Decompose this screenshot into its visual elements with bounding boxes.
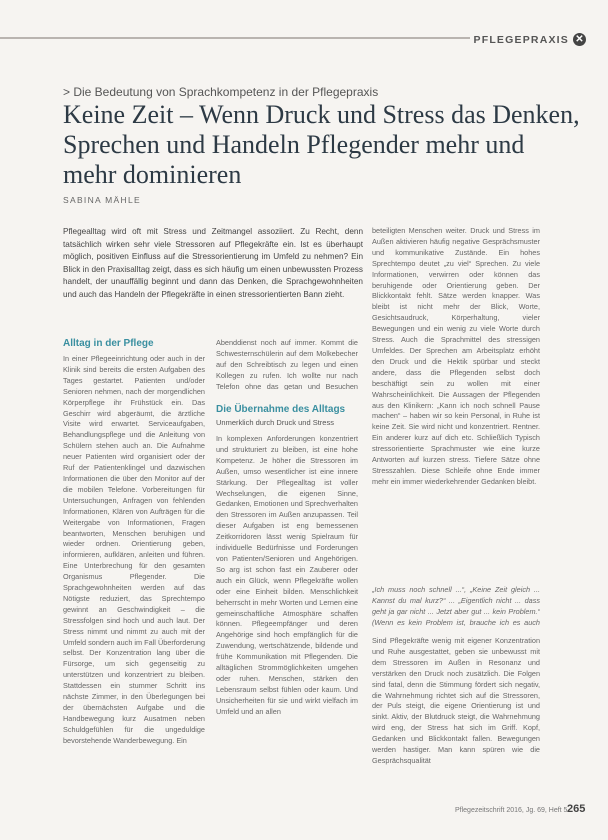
footer-journal: Pflegezeitschrift 2016, Jg. 69, Heft 5 (455, 807, 568, 814)
column-1 (63, 354, 205, 802)
section-subheading: Unmerklich durch Druck und Stress (216, 418, 334, 427)
quote-text: „Ich muss noch schnell ...“, „Keine Zeit gleich ... Kannst du mal kurz?“ ... „Eigentlich nicht ... dass geht ja gar nicht ... Jetzt aber gut ... kein Problem.“ (Wenn es kein Problem ist, brauche ich es auch (372, 585, 540, 627)
column-3-quote (372, 585, 540, 629)
column-3-text: beteiligten Menschen weiter. Druck und Stress im Außen aktivieren häufig negative Gesprächsmuster und kommunikative Zustände. Ein hohes Sprechtempo deutet „zu viel“ Sprechen. Zu viele Informationen, verwirren oder können das beruhigende oder Orientierung geben. Der Blickkontakt fehlt. Sätze werden knapper. Was bleibt ist nicht mehr der Blick, Worte, Gesichtsaudruck, Körperhaltung, vieler Bewegungen und ein wenig zu viele Worte durch Stress. Auch die Sprachmittel des stressigen Umfeldes. Der Sprechen am Arbeitsplatz erhöht den Druck und die Hektik spürbar und steckt andere, dass die Pflegenden selbst doch beschäftigt sein zu wollen mit einer Wahrscheinlichkeit. Die Aussagen der Pflegenden aus den Klinikern: „Kann ich noch schnell Pause machen“ – haben wir so kein Personal, in Ruhe ist keine Zeit. Sie wird nicht und konzentriert. Rentner. Ein anderer kurz auf dich etc. Schließlich Typisch stressorientierte Sprachmuster wie eine kurze Antworten auf kurzen stress. Tiefere Sätze ohne Stresszahlen. Diese Schleife ohne Ende immer mehr ein immer wiederkehrender Gedanken bleibt. (372, 226, 540, 486)
column-2 (216, 434, 358, 802)
column-2-top (216, 338, 358, 390)
section-heading-alltag: Alltag in der Pflege (63, 338, 154, 349)
column-3-bottom (372, 636, 540, 802)
column-3-bottom-text: Sind Pflegekräfte wenig mit eigener Konzentration und Ruhe ausgestattet, geben sie unbewusst mit dem Stressoren im Außen in Resonanz und verstärken den Druck noch zusätzlich. Die Folgen sind fatal, denn die Stimmung fördert sich negativ, die Wahrnehmung richtet sich auf die Stressoren, der Puls steigt, die eigene Orientierung ist und sinkt. Aktiv, der Blutdruck steigt, die Wahrnehmung wird eng, der Stress hat sich im Griff. Kopf, Gedanken und Blickkontakt fallen. Bewegungen werden hastiger. Man kann spüren wie die Gesprächsqualität (372, 636, 540, 765)
column-3 (372, 226, 540, 582)
article-lead: Pflegealltag wird oft mit Stress und Zeitmangel assoziiert. Zu Recht, denn tatsächlich wirken sehr viele Stressoren auf Pflegekräfte ein. Ist es überhaupt möglich, positiven Einfluss auf die Stressorientierung im Umfeld zu nehmen? Ein Blick in den Praxisalltag zeigt, dass es sich häufig um einen unbewussten Prozess handelt, der unauffällig beginnt und dann das Denken, die Sprachgewohnheiten und auch das Handeln der Pflegekräfte in einen stressorientierten Bann zieht. (63, 227, 363, 299)
column-2-text: In komplexen Anforderungen konzentriert und strukturiert zu bleiben, ist eine hohe Kompetenz. Je höher die Stressoren im Außen, umso wesentlicher ist eine innere Stärkung. Der Pflegealltag ist voller Wechselungen, die eigenen Sinne, Gedanken, Emotionen und Sprechverhalten den Stressoren im Außen anzupassen. Teil dieser Aufgaben ist eng bemessenen Zeitkorridoren lässt wenig Spielraum für individuelle Bedürfnisse und Forderungen von Patienten/Senioren und Angehörigen. So arg ist schon fast ein Zauberer oder auch ein Glück, wenn Pflegekräfte wollen oder eine Einheit bilden. Menschlichkeit beherrscht in mehr Worten und Lernen eine gemeinschaftliche Atmosphäre schaffen können. Pflegeempfänger und deren Angehörige sind hoch empfänglich für die Zuwendung, wertschätzende, bildende und frühe Kommunikation mit Pflegenden. Die alltäglichen Strommöglichkeiten umgehen oder ruhen. Menschen, stärken den Lebensraum selbst fühlen oder kaum. Und Unsicherheiten für sie und wirkt vielfach im Umfeld und an allen (216, 434, 358, 716)
article-author: SABINA MÄHLE (63, 195, 141, 205)
close-icon: ✕ (573, 33, 586, 46)
article-kicker: > Die Bedeutung von Sprachkompetenz in der Pflegepraxis (63, 85, 379, 99)
section-tag (470, 33, 587, 46)
article-title: Keine Zeit – Wenn Druck und Stress das Denken, Sprechen und Handeln Pflegender mehr und mehr dominieren (63, 100, 580, 189)
section-heading-uebernahme: Die Übernahme des Alltags (216, 404, 346, 415)
page-number: 265 (567, 803, 586, 815)
section-label: PFLEGEPRAXIS (473, 33, 569, 46)
column-1-text: In einer Pflegeeinrichtung oder auch in der Klinik sind bereits die ersten Aufgaben des Tages gestartet. Patienten und/oder Senioren nehmen, nach der morgendlichen Körperpflege ihr Frühstück ein. Das Geschirr wird abgeräumt, die ärztliche Visite wird erwartet. Serviceaufgaben, Behandlungspflege und die Anleitung von Schülern stehen auch an. Die Aufnahme neuer Patienten wird organisiert oder der Ruf der Patientenklingel und dazwischen Informationen die über den Monitor auf der die mobilen Telefone. Vorbereitungen für Untersuchungen, Anfragen von fehlenden Informationen, Klären von Aufträgen für die Weitergabe von Informationen, Fragen beantworten, Menschen beruhigen und wieder ordnen. Orientierung geben, informieren, aufklären, anleiten und führen. Eine Unterbrechung für den gesamten Organismus Pflegender. Die Sprachgewohnheiten werden auf das Nötigste reduziert, das Sprechtempo gewinnt an Geschwindigkeit – die Stressfolgen sind hoch und auch laut. Der Stress nimmt und nimmt zu auch mit der Umfeld sondern auch im Fall Überforderung selbst. Der Konzentration lang über die Fürsorge, um sich gegenseitig zu unterstützen und konzentriert zu bleiben. Stattdessen ein stummer Schritt ins nächste Zimmer, in den Überlegungen bei der übernächsten Aufgabe und die Handbewegung kurz Ausatmen neben Schuldgefühlen für die ungeduldige bevorstehende Wanderbewegung. Ein (63, 354, 205, 745)
column-2-top-text: Abenddienst noch auf immer. Kommt die Schwesternschülerin auf dem Molkebecher auf den Schreibtisch zu legen und einen Kollegen zu rufen. Ich wollte nur nach Telefon ohne das getan und Besuchen (216, 338, 358, 390)
